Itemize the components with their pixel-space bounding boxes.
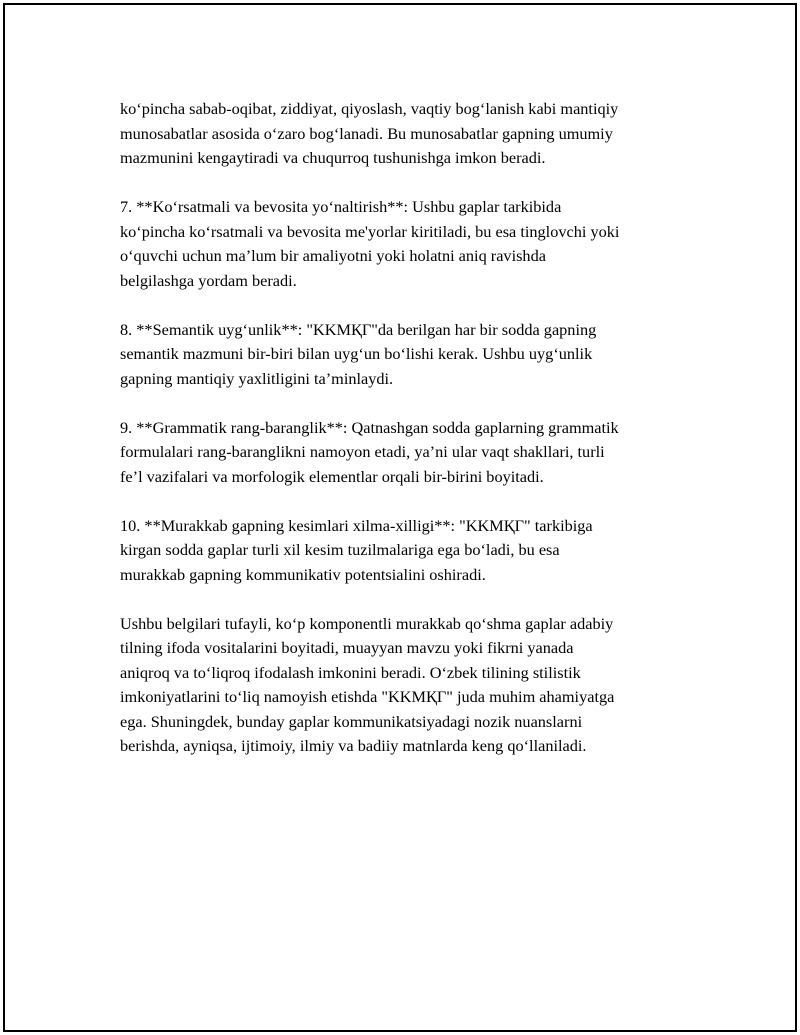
text-line: ega. Shuningdek, bunday gaplar kommunikatsiyadagi nozik nuanslarni	[120, 711, 583, 731]
paragraph-intro-continuation	[120, 97, 695, 171]
text-line: mazmunini kengaytiradi va chuqurroq tushunishga imkon beradi.	[120, 148, 546, 167]
text-line: ko‘pincha ko‘rsatmali va bevosita me'yorlar kiritiladi, bu esa tinglovchi yoki	[120, 221, 620, 241]
text-line: o‘quvchi uchun ma’lum bir amaliyotni yoki holatni aniq ravishda	[120, 246, 546, 265]
text-line: fe’l vazifalari va morfologik elementlar orqali bir-birini boyitadi.	[120, 466, 544, 486]
document-page	[3, 3, 797, 1032]
text-line: munosabatlar asosida o‘zaro bog‘lanadi. Bu munosabatlar gapning umumiy	[120, 123, 613, 143]
text-line: 7. **Ko‘rsatmali va bevosita yo‘naltirish**: Ushbu gaplar tarkibida	[120, 197, 562, 216]
text-line: imkoniyatlarini to‘liq namoyish etishda "KKMҚГ" juda muhim ahamiyatga	[120, 687, 615, 706]
text-line: 10. **Murakkab gapning kesimlari xilma-xilligi**: "KKMҚГ" tarkibiga	[120, 515, 593, 535]
text-line: 8. **Semantik uyg‘unlik**: "KKMҚГ"da berilgan har bir sodda gapning	[120, 319, 597, 339]
text-line: 9. **Grammatik rang-baranglik**: Qatnashgan sodda gaplarning grammatik	[120, 417, 619, 437]
text-line: tilning ifoda vositalarini boyitadi, muayyan mavzu yoki fikrni yanada	[120, 638, 574, 657]
paragraph-item-9	[120, 416, 695, 490]
paragraph-item-7	[120, 195, 695, 293]
paragraph-item-8	[120, 318, 695, 392]
text-line: ko‘pincha sabab-oqibat, ziddiyat, qiyoslash, vaqtiy bog‘lanish kabi mantiqiy	[120, 99, 619, 118]
text-line: berishda, ayniqsa, ijtimoiy, ilmiy va badiiy matnlarda keng qo‘llaniladi.	[120, 736, 587, 755]
text-line: gapning mantiqiy yaxlitligini ta’minlaydi.	[120, 368, 394, 388]
text-line: belgilashga yordam beradi.	[120, 270, 297, 290]
text-line: murakkab gapning kommunikativ potentsialini oshiradi.	[120, 564, 486, 584]
text-line: formulalari rang-baranglikni namoyon etadi, ya’ni ular vaqt shakllari, turli	[120, 442, 605, 461]
paragraph-item-10	[120, 514, 695, 588]
text-line: kirgan sodda gaplar turli xil kesim tuzilmalariga ega bo‘ladi, bu esa	[120, 540, 560, 559]
text-line: aniqroq va to‘liqroq ifodalash imkonini beradi. O‘zbek tilining stilistik	[120, 662, 581, 682]
document-body	[120, 97, 695, 783]
paragraph-conclusion	[120, 612, 695, 759]
text-line: semantik mazmuni bir-biri bilan uyg‘un bo‘lishi kerak. Ushbu uyg‘unlik	[120, 344, 593, 363]
text-line: Ushbu belgilari tufayli, ko‘p komponentli murakkab qo‘shma gaplar adabiy	[120, 613, 614, 633]
